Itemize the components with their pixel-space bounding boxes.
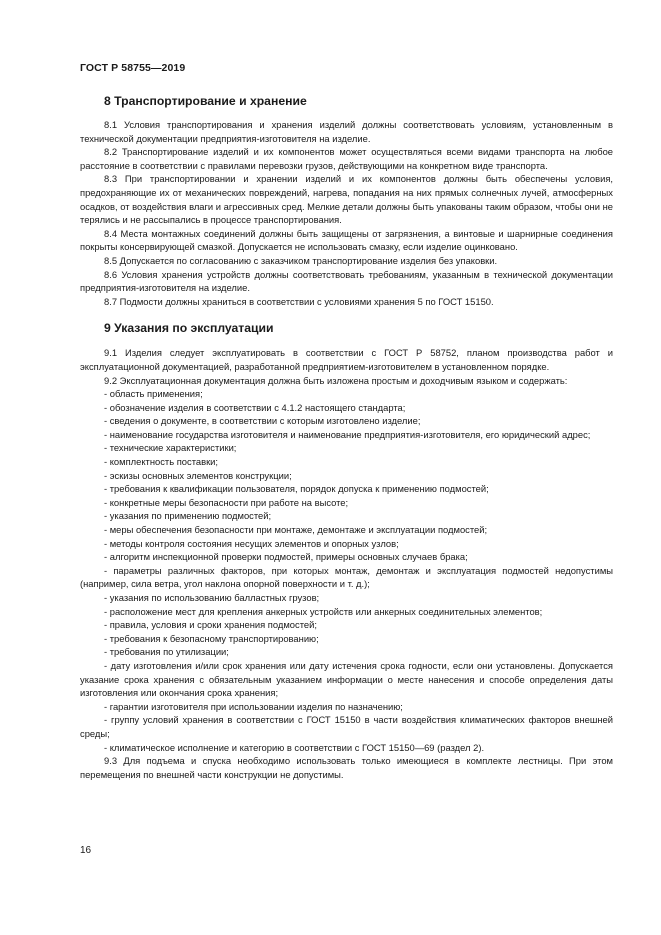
list-item: - наименование государства изготовителя и наименование предприятия-изготовителя, его юридический адрес; [104,428,591,440]
list-item: - климатическое исполнение и категорию в соответствии с ГОСТ 15150—69 (раздел 2). [104,741,485,753]
list-item: - обозначение изделия в соответствии с 4.1.2 настоящего стандарта; [104,401,406,413]
paragraph-8-2: 8.2 Транспортирование изделий и их компонентов может осуществляться всеми видами транспорта на любое расстояние в соответствии с правилами перевозки грузов, действующими на конкретном виде транспорта. [80,146,613,171]
paragraph-9-1: 9.1 Изделия следует эксплуатировать в соответствии с ГОСТ Р 58752, планом производства работ и эксплуатационной документацией, разработанной предприятием-изготовителем в установленном порядке. [80,347,613,372]
list-item: - требования по утилизации; [104,646,229,658]
paragraph-8-3: 8.3 При транспортировании и хранении изделий и их компонентов должны быть обеспечены условия, предохраняющие их от механических повреждений, нагрева, попадания на них прямых солнечных лучей, атмосферных осадков, от воздействия влаги и агрессивных сред. Мелкие детали должны быть упакованы таким образом, чтобы они не терялись и не рассыпались в процессе транспортирования. [80,173,613,226]
paragraph-8-6: 8.6 Условия хранения устройств должны соответствовать требованиям, указанным в технической документации предприятия-изготовителя на изделие. [80,268,613,294]
section-9-title: 9 Указания по эксплуатации [104,321,274,336]
list-item: - методы контроля состояния несущих элементов и опорных узлов; [104,537,399,549]
list-item: - группу условий хранения в соответствии с ГОСТ 15150 в части воздействия климатических факторов внешней среды; [80,714,613,739]
list-item: - параметры различных факторов, при которых монтаж, демонтаж и эксплуатация подмостей недопустимы (например, сила ветра, угол наклона опорной поверхности и т. д.); [80,564,613,590]
list-item: - конкретные меры безопасности при работе на высоте; [104,496,349,508]
page-number: 16 [80,845,92,856]
list-item: - правила, условия и сроки хранения подмостей; [104,619,317,631]
list-item: - гарантии изготовителя при использовании изделия по назначению; [104,700,403,712]
list-item: - требования к квалификации пользователя, порядок допуска к применению подмостей; [104,483,489,495]
document-body [80,88,613,781]
list-item: - сведения о документе, в соответствии с которым изготовлено изделие; [104,415,421,427]
paragraph-9-3: 9.3 Для подъема и спуска необходимо использовать только имеющиеся в комплекте лестницы. При этом перемещения по внешней части конструкции не допустимы. [80,755,613,780]
list-item: - меры обеспечения безопасности при монтаже, демонтаже и эксплуатации подмостей; [104,524,488,536]
document-header: ГОСТ Р 58755—2019 [80,62,186,74]
section-8-title: 8 Транспортирование и хранение [104,94,307,108]
paragraph-8-7: 8.7 Подмости должны храниться в соответствии с условиями хранения 5 по ГОСТ 15150. [104,295,494,307]
list-item: - дату изготовления и/или срок хранения или дату истечения срока годности, если они установлены. Допускается указание срока хранения с обязательным указанием информации о месте нанесения и способе определения даты изготовления или окончания срока хранения; [80,659,613,699]
list-item: - указания по применению подмостей; [104,510,272,522]
list-item: - требования к безопасному транспортированию; [104,632,319,644]
list-item: - расположение мест для крепления анкерных устройств или анкерных соединительных элементов; [104,605,543,617]
list-item: - алгоритм инспекционной проверки подмостей, примеры основных случаев брака; [104,551,468,563]
paragraph-9-2: 9.2 Эксплуатационная документация должна быть изложена простым и доходчивым языком и содержать: [104,374,568,386]
list-item: - технические характеристики; [104,442,237,454]
list-item: - область применения; [104,388,203,400]
paragraph-8-1: 8.1 Условия транспортирования и хранения изделий должны соответствовать условиям, установленным в технической документации предприятия-изготовителя на изделие. [80,119,613,144]
list-item: - комплектность поставки; [104,456,219,468]
list-item: - эскизы основных элементов конструкции; [104,469,292,481]
paragraph-8-5: 8.5 Допускается по согласованию с заказчиком транспортирование изделия без упаковки. [104,254,498,266]
list-item: - указания по использованию балластных грузов; [104,592,320,603]
paragraph-8-4: 8.4 Места монтажных соединений должны быть защищены от загрязнения, а винтовые и шарнирные соединения покрыты консервирующей смазкой. Допускается не использовать смазку, если изделие оцинковано. [80,227,613,253]
